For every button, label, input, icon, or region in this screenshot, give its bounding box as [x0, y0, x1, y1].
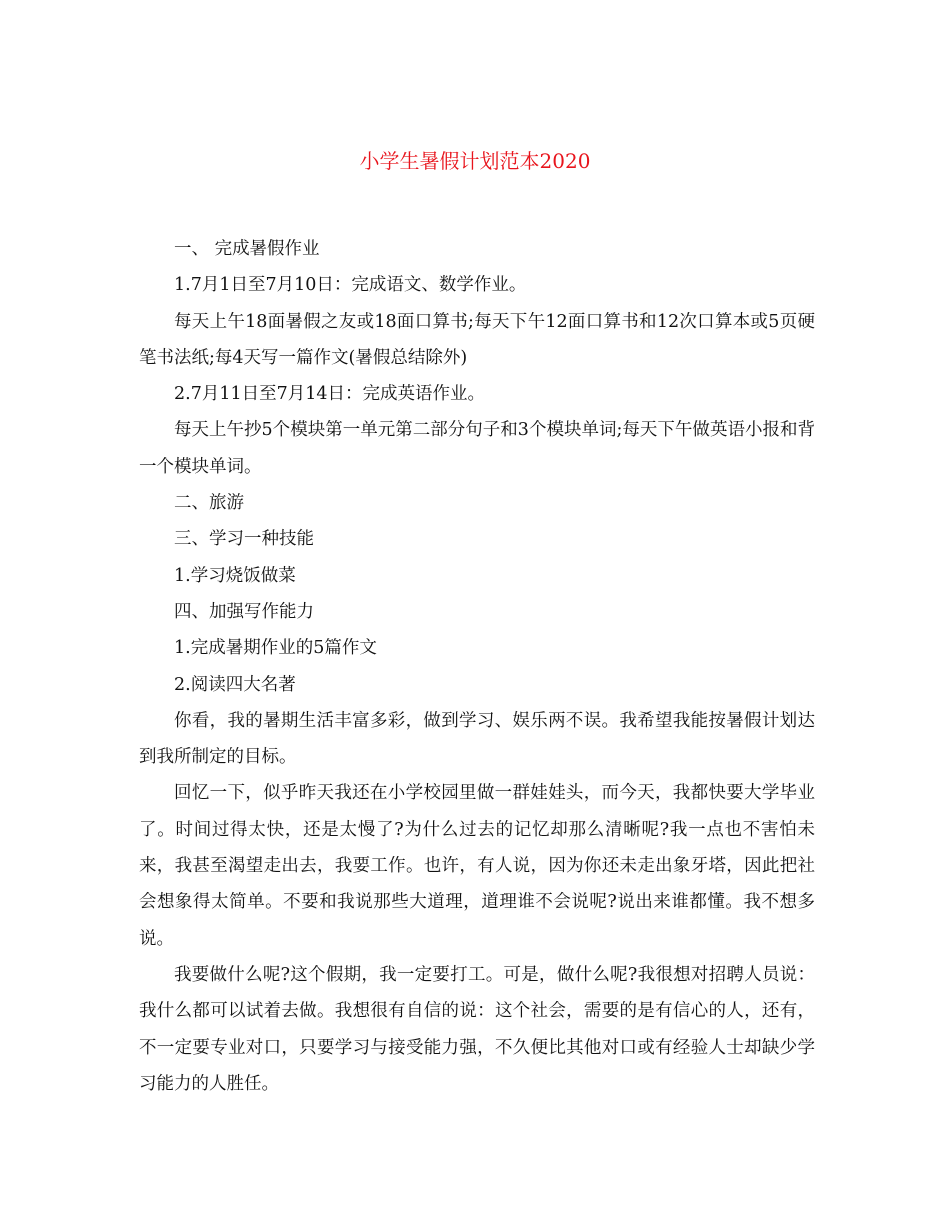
- work-plan-paragraph: 我要做什么呢?这个假期，我一定要打工。可是，做什么呢?我很想对招聘人员说：我什么都可以试着去做。我想很有自信的说：这个社会，需要的是有信心的人，还有，不一定要专业对口，只要学习与接受能力强，不久便比其他对口或有经验人士却缺少学习能力的人胜任。: [139, 964, 815, 1094]
- schedule-item-1: 1.7月1日至7月10日：完成语文、数学作业。: [174, 275, 527, 296]
- reflection-paragraph: 回忆一下，似乎昨天我还在小学校园里做一群娃娃头，而今天，我都快要大学毕业了。时间过得太快，还是太慢了?为什么过去的记忆却那么清晰呢?我一点也不害怕未来，我甚至渴望走出去，我要工作。也许，有人说，因为你还未走出象牙塔，因此把社会想象得太简单。不要和我说那些大道理，道理谁不会说呢?说出来谁都懂。我不想多说。: [139, 783, 815, 949]
- document-body: [139, 231, 815, 1102]
- writing-item-2: 2.阅读四大名著: [174, 674, 296, 695]
- skill-item-1: 1.学习烧饭做菜: [174, 565, 296, 586]
- summary-paragraph: 你看，我的暑期生活丰富多彩，做到学习、娱乐两不误。我希望我能按暑假计划达到我所制定的目标。: [139, 710, 815, 768]
- schedule-detail-1: 每天上午18面暑假之友或18面口算书;每天下午12面口算书和12次口算本或5页硬笔书法纸;每4天写一篇作文(暑假总结除外): [139, 311, 815, 368]
- schedule-detail-2: 每天上午抄5个模块第一单元第二部分句子和3个模块单词;每天下午做英语小报和背一个模块单词。: [139, 420, 815, 477]
- writing-item-1: 1.完成暑期作业的5篇作文: [174, 638, 377, 659]
- section-heading-travel: 二、旅游: [174, 493, 244, 514]
- section-heading-homework: 一、 完成暑假作业: [174, 239, 320, 259]
- section-heading-skill: 三、学习一种技能: [174, 529, 314, 550]
- document-title: 小学生暑假计划范本2020: [359, 149, 591, 173]
- schedule-item-2: 2.7月11日至7月14日：完成英语作业。: [174, 384, 485, 405]
- section-heading-writing: 四、加强写作能力: [174, 601, 314, 622]
